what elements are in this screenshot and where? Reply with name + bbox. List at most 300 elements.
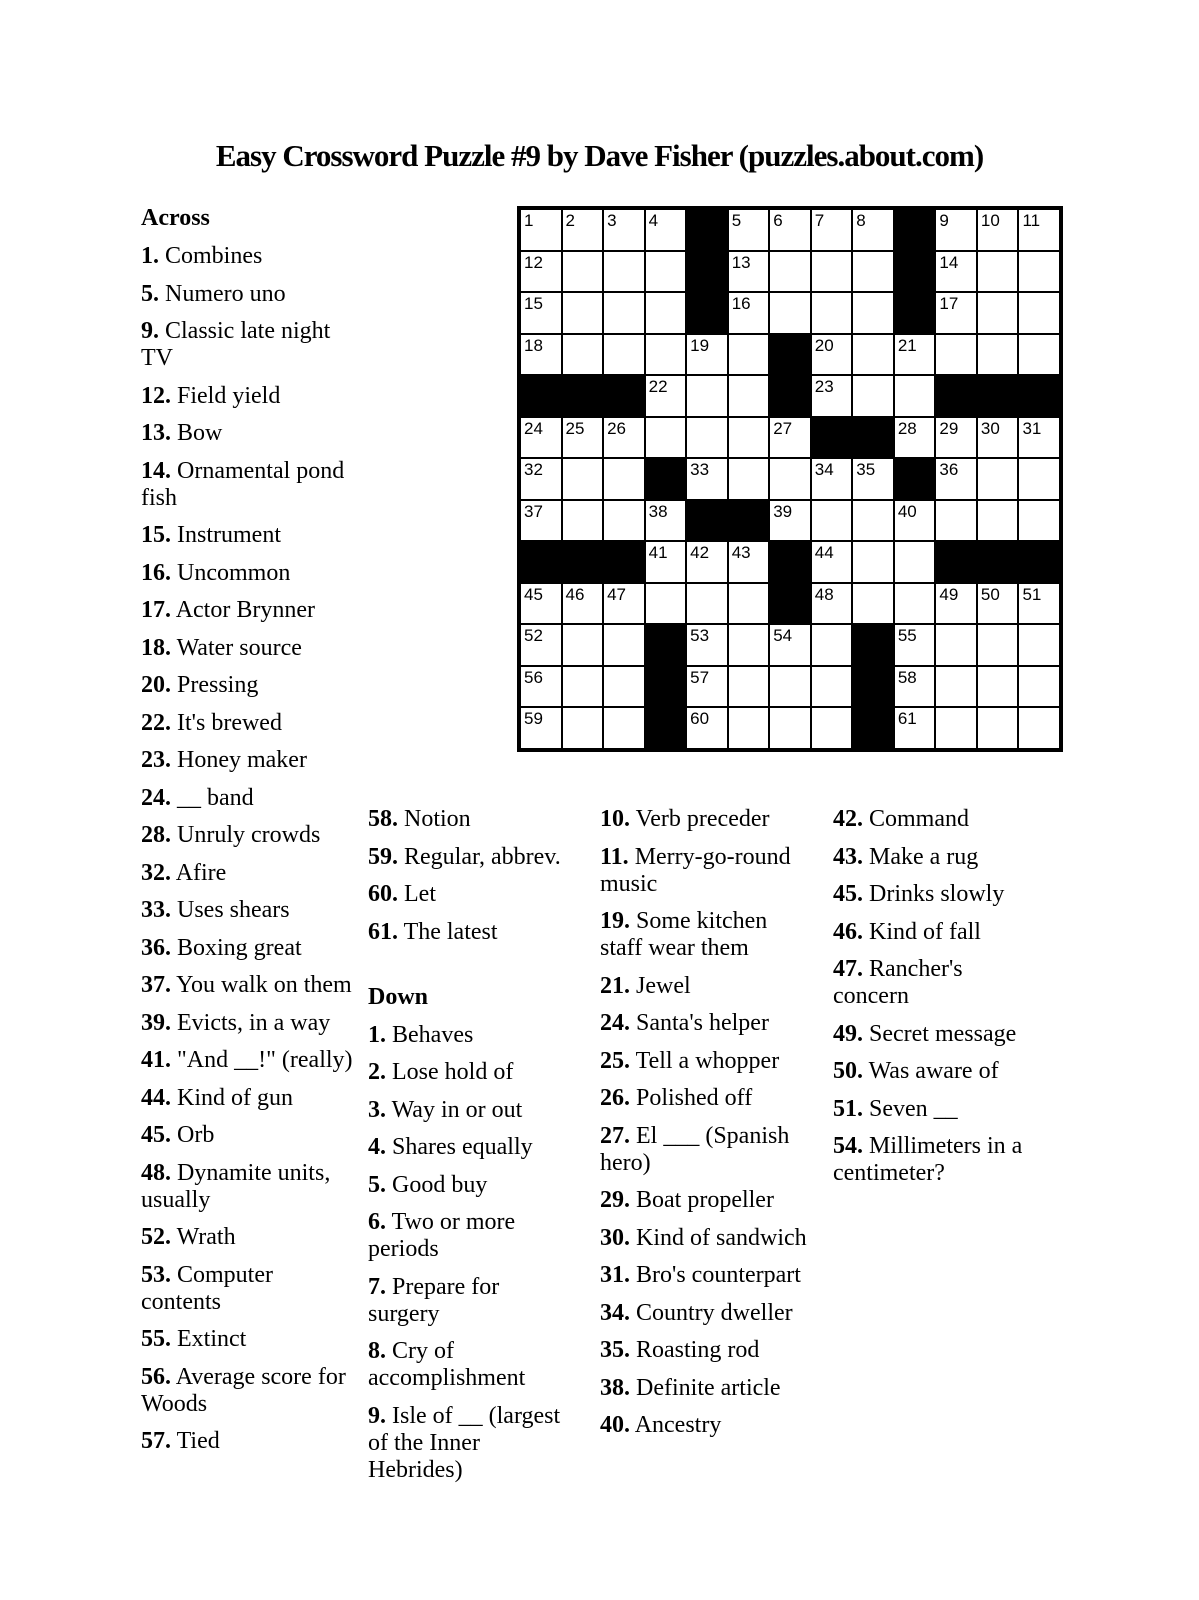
grid-cell[interactable] xyxy=(769,251,811,293)
cell-number: 46 xyxy=(565,584,585,604)
clue-down-35 xyxy=(600,1337,815,1364)
clue-across-15 xyxy=(141,522,356,549)
clue-number: 9. xyxy=(141,318,159,344)
grid-cell[interactable] xyxy=(894,417,936,459)
clue-down-47 xyxy=(833,956,1038,1010)
clue-number: 25. xyxy=(600,1047,630,1074)
grid-cell[interactable] xyxy=(603,251,645,293)
clue-text: __ band xyxy=(177,784,254,811)
clue-text: Combines xyxy=(165,243,263,269)
grid-cell[interactable] xyxy=(728,624,770,666)
clue-number: 14. xyxy=(141,457,171,484)
cell-number: 16 xyxy=(731,294,751,314)
grid-cell[interactable] xyxy=(977,583,1019,625)
clue-across-60 xyxy=(368,881,566,908)
cell-number: 23 xyxy=(814,377,834,397)
grid-cell[interactable] xyxy=(935,334,977,376)
grid-cell[interactable] xyxy=(562,251,604,293)
clue-down-24 xyxy=(600,1010,815,1037)
grid-cell[interactable] xyxy=(977,624,1019,666)
grid-cell[interactable] xyxy=(977,209,1019,251)
clue-number: 21. xyxy=(600,972,630,999)
clue-down-7 xyxy=(368,1274,566,1328)
grid-cell[interactable] xyxy=(811,541,853,583)
clue-number: 35. xyxy=(600,1337,630,1363)
clue-number: 10. xyxy=(600,806,630,832)
grid-cell[interactable] xyxy=(852,251,894,293)
clue-across-5 xyxy=(141,281,356,308)
cell-number: 10 xyxy=(980,211,1000,230)
grid-cell[interactable] xyxy=(728,583,770,625)
black-cell xyxy=(645,707,687,749)
grid-cell[interactable] xyxy=(686,375,728,417)
black-cell xyxy=(894,209,936,251)
grid-cell[interactable] xyxy=(520,624,562,666)
grid-cell[interactable] xyxy=(562,417,604,459)
grid-cell[interactable] xyxy=(520,209,562,251)
black-cell xyxy=(562,375,604,417)
black-cell xyxy=(686,209,728,251)
grid-cell[interactable] xyxy=(686,583,728,625)
grid-cell[interactable] xyxy=(686,707,728,749)
clue-text: Way in or out xyxy=(391,1096,523,1123)
grid-cell[interactable] xyxy=(645,251,687,293)
grid-cell[interactable] xyxy=(769,209,811,251)
grid-cell[interactable] xyxy=(769,500,811,542)
clue-text: Kind of fall xyxy=(869,918,981,945)
grid-cell[interactable] xyxy=(728,292,770,334)
clue-text: "And __!" (really) xyxy=(177,1047,353,1073)
clue-down-9 xyxy=(368,1403,566,1484)
grid-cell[interactable] xyxy=(977,334,1019,376)
grid-cell[interactable] xyxy=(1018,666,1060,708)
clue-across-45 xyxy=(141,1122,356,1149)
grid-cell[interactable] xyxy=(1018,417,1060,459)
cell-number: 11 xyxy=(1022,211,1041,230)
clue-down-3 xyxy=(368,1097,566,1124)
grid-cell[interactable] xyxy=(852,583,894,625)
grid-cell[interactable] xyxy=(977,251,1019,293)
grid-cell[interactable] xyxy=(1018,209,1060,251)
grid-cell[interactable] xyxy=(935,707,977,749)
black-cell xyxy=(852,666,894,708)
grid-cell[interactable] xyxy=(728,209,770,251)
cell-number: 5 xyxy=(731,211,742,230)
grid-cell[interactable] xyxy=(894,334,936,376)
black-cell xyxy=(645,458,687,500)
clue-text: Merry-go-round music xyxy=(600,843,791,897)
clue-text: Notion xyxy=(404,806,471,832)
clue-across-55 xyxy=(141,1326,356,1353)
grid-cell[interactable] xyxy=(811,583,853,625)
clue-across-9 xyxy=(141,318,356,372)
clue-text: Verb preceder xyxy=(635,806,770,832)
grid-cell[interactable] xyxy=(645,417,687,459)
grid-cell[interactable] xyxy=(728,666,770,708)
cell-number: 52 xyxy=(524,626,543,646)
grid-cell[interactable] xyxy=(562,624,604,666)
clue-text: Let xyxy=(404,881,436,907)
grid-cell[interactable] xyxy=(1018,500,1060,542)
cell-number: 28 xyxy=(897,418,917,438)
clue-across-56 xyxy=(141,1364,356,1418)
cell-number: 40 xyxy=(897,501,917,521)
grid-cell[interactable] xyxy=(769,666,811,708)
grid-cell[interactable] xyxy=(728,458,770,500)
clue-number: 55. xyxy=(141,1326,171,1352)
clue-text: Boxing great xyxy=(177,934,302,961)
grid-cell[interactable] xyxy=(1018,583,1060,625)
cell-number: 32 xyxy=(524,460,543,480)
clue-text: Seven __ xyxy=(869,1095,958,1122)
clue-text: Definite article xyxy=(636,1374,781,1401)
grid-cell[interactable] xyxy=(728,251,770,293)
clue-across-12 xyxy=(141,383,356,410)
cell-number: 22 xyxy=(648,377,668,397)
grid-cell[interactable] xyxy=(562,500,604,542)
black-cell xyxy=(520,541,562,583)
clue-number: 29. xyxy=(600,1187,630,1213)
clue-text: Isle of __ (largest of the Inner Hebrides) xyxy=(368,1402,561,1483)
clue-across-22 xyxy=(141,710,356,737)
grid-cell[interactable] xyxy=(935,666,977,708)
cell-number: 38 xyxy=(648,501,668,521)
clue-column-across-end-down-start xyxy=(368,806,566,1494)
black-cell xyxy=(852,707,894,749)
down-header: Down xyxy=(368,983,429,1010)
clue-text: Field yield xyxy=(177,382,281,409)
grid-cell[interactable] xyxy=(645,500,687,542)
grid-cell[interactable] xyxy=(852,375,894,417)
clue-number: 43. xyxy=(833,843,863,870)
cell-number: 37 xyxy=(524,501,543,521)
black-cell xyxy=(935,541,977,583)
grid-cell[interactable] xyxy=(852,458,894,500)
grid-cell[interactable] xyxy=(520,666,562,708)
grid-cell[interactable] xyxy=(686,334,728,376)
clue-number: 52. xyxy=(141,1224,171,1250)
clue-number: 46. xyxy=(833,918,863,945)
grid-cell[interactable] xyxy=(811,292,853,334)
cell-number: 26 xyxy=(607,418,626,438)
clue-number: 4. xyxy=(368,1134,386,1160)
clue-across-18 xyxy=(141,635,356,662)
grid-cell[interactable] xyxy=(894,666,936,708)
clue-across-39 xyxy=(141,1010,356,1037)
page-title: Easy Crossword Puzzle #9 by Dave Fisher (puzzles.about.com) xyxy=(215,138,984,173)
black-cell xyxy=(894,458,936,500)
grid-cell[interactable] xyxy=(811,458,853,500)
grid-cell[interactable] xyxy=(1018,292,1060,334)
grid-cell[interactable] xyxy=(852,541,894,583)
grid-cell[interactable] xyxy=(520,500,562,542)
grid-cell[interactable] xyxy=(977,417,1019,459)
clue-across-16 xyxy=(141,560,356,587)
clue-text: Uses shears xyxy=(177,897,290,923)
grid-cell[interactable] xyxy=(603,292,645,334)
grid-cell[interactable] xyxy=(935,417,977,459)
black-cell xyxy=(562,541,604,583)
grid-cell[interactable] xyxy=(935,500,977,542)
clue-number: 33. xyxy=(141,897,171,923)
grid-cell[interactable] xyxy=(686,417,728,459)
grid-cell[interactable] xyxy=(811,209,853,251)
clue-number: 49. xyxy=(833,1020,863,1047)
clue-across-33 xyxy=(141,897,356,924)
cell-number: 9 xyxy=(939,211,949,230)
clue-number: 41. xyxy=(141,1047,171,1073)
grid-cell[interactable] xyxy=(811,375,853,417)
grid-cell[interactable] xyxy=(603,417,645,459)
clue-number: 57. xyxy=(141,1428,171,1454)
grid-cell[interactable] xyxy=(1018,707,1060,749)
grid-cell[interactable] xyxy=(769,458,811,500)
grid-cell[interactable] xyxy=(645,583,687,625)
grid-cell[interactable] xyxy=(645,209,687,251)
grid-cell[interactable] xyxy=(686,541,728,583)
clue-down-29 xyxy=(600,1187,815,1214)
grid-cell[interactable] xyxy=(977,707,1019,749)
cell-number: 54 xyxy=(773,626,793,646)
clue-text: Behaves xyxy=(392,1021,474,1048)
grid-cell[interactable] xyxy=(769,292,811,334)
clue-text: Pressing xyxy=(177,672,259,698)
cell-number: 29 xyxy=(939,418,959,438)
clue-down-49 xyxy=(833,1021,1038,1048)
grid-cell[interactable] xyxy=(603,500,645,542)
grid-cell[interactable] xyxy=(728,334,770,376)
grid-cell[interactable] xyxy=(728,541,770,583)
grid-cell[interactable] xyxy=(935,209,977,251)
clue-across-41 xyxy=(141,1047,356,1074)
clue-number: 61. xyxy=(368,918,398,945)
grid-cell[interactable] xyxy=(811,624,853,666)
cell-number: 57 xyxy=(690,667,710,687)
cell-number: 27 xyxy=(773,418,793,438)
black-cell xyxy=(852,417,894,459)
clue-number: 23. xyxy=(141,747,171,773)
clue-down-40 xyxy=(600,1412,815,1439)
grid-cell[interactable] xyxy=(894,707,936,749)
clue-text: Lose hold of xyxy=(392,1059,514,1085)
clue-number: 7. xyxy=(368,1273,386,1300)
grid-cell[interactable] xyxy=(686,458,728,500)
clue-across-23 xyxy=(141,747,356,774)
cell-number: 33 xyxy=(690,460,710,480)
clue-number: 17. xyxy=(141,597,171,623)
grid-cell[interactable] xyxy=(603,458,645,500)
clue-down-45 xyxy=(833,881,1038,908)
clue-across-1 xyxy=(141,243,356,270)
clue-text: Ancestry xyxy=(634,1412,722,1438)
clue-text: Water source xyxy=(176,634,302,661)
grid-cell[interactable] xyxy=(562,334,604,376)
grid-cell[interactable] xyxy=(603,624,645,666)
grid-cell[interactable] xyxy=(645,541,687,583)
cell-number: 30 xyxy=(980,418,1000,438)
grid-cell[interactable] xyxy=(935,458,977,500)
grid-cell[interactable] xyxy=(728,375,770,417)
clue-text: El ___ (Spanish hero) xyxy=(600,1122,790,1176)
grid-cell[interactable] xyxy=(520,417,562,459)
crossword-grid xyxy=(517,206,1063,752)
cell-number: 42 xyxy=(690,543,710,563)
grid-cell[interactable] xyxy=(935,292,977,334)
clue-down-51 xyxy=(833,1096,1038,1123)
grid-cell[interactable] xyxy=(852,334,894,376)
cell-number: 59 xyxy=(524,709,543,729)
clue-text: Jewel xyxy=(636,972,691,999)
clue-down-31 xyxy=(600,1262,815,1289)
clue-text: Regular, abbrev. xyxy=(404,843,561,870)
grid-cell[interactable] xyxy=(603,707,645,749)
grid-cell[interactable] xyxy=(520,334,562,376)
grid-cell[interactable] xyxy=(894,500,936,542)
clue-text: Some kitchen staff wear them xyxy=(600,908,768,961)
black-cell xyxy=(520,375,562,417)
grid-cell[interactable] xyxy=(520,707,562,749)
clue-number: 60. xyxy=(368,881,398,907)
clue-text: Uncommon xyxy=(177,559,291,586)
grid-cell[interactable] xyxy=(811,334,853,376)
black-cell xyxy=(645,666,687,708)
cell-number: 7 xyxy=(814,211,825,230)
clue-text: Two or more periods xyxy=(368,1209,516,1262)
grid-cell[interactable] xyxy=(935,251,977,293)
clue-down-54 xyxy=(833,1133,1038,1187)
grid-cell[interactable] xyxy=(811,666,853,708)
grid-cell[interactable] xyxy=(562,666,604,708)
clue-number: 45. xyxy=(833,881,863,907)
grid-cell[interactable] xyxy=(645,292,687,334)
clue-text: Bow xyxy=(177,420,223,446)
clue-number: 9. xyxy=(368,1402,386,1429)
black-cell xyxy=(603,375,645,417)
clue-text: Country dweller xyxy=(636,1299,793,1326)
grid-cell[interactable] xyxy=(894,624,936,666)
clue-text: Classic late night TV xyxy=(141,318,331,371)
grid-cell[interactable] xyxy=(769,707,811,749)
grid-cell[interactable] xyxy=(977,500,1019,542)
cell-number: 48 xyxy=(814,584,834,604)
clue-text: Actor Brynner xyxy=(175,597,315,623)
grid-cell[interactable] xyxy=(852,209,894,251)
cell-number: 45 xyxy=(524,584,543,604)
grid-cell[interactable] xyxy=(811,500,853,542)
grid-cell[interactable] xyxy=(811,707,853,749)
grid-cell[interactable] xyxy=(520,583,562,625)
clue-number: 27. xyxy=(600,1122,630,1149)
clue-down-26 xyxy=(600,1085,815,1112)
clue-text: Command xyxy=(869,806,969,832)
clue-text: Kind of gun xyxy=(177,1084,293,1111)
grid-cell[interactable] xyxy=(562,458,604,500)
grid-cell[interactable] xyxy=(603,209,645,251)
grid-cell[interactable] xyxy=(520,292,562,334)
cell-number: 60 xyxy=(690,709,710,729)
grid-cell[interactable] xyxy=(1018,624,1060,666)
grid-cell[interactable] xyxy=(562,583,604,625)
grid-cell[interactable] xyxy=(977,458,1019,500)
black-cell xyxy=(686,251,728,293)
clue-text: Drinks slowly xyxy=(869,881,1005,907)
grid-cell[interactable] xyxy=(769,417,811,459)
clue-across-53 xyxy=(141,1262,356,1316)
grid-cell[interactable] xyxy=(686,624,728,666)
grid-cell[interactable] xyxy=(935,624,977,666)
grid-cell[interactable] xyxy=(728,707,770,749)
grid-cell[interactable] xyxy=(894,375,936,417)
clue-number: 50. xyxy=(833,1058,863,1084)
cell-number: 39 xyxy=(773,501,793,521)
grid-cell[interactable] xyxy=(562,209,604,251)
grid-cell[interactable] xyxy=(852,292,894,334)
clue-across-52 xyxy=(141,1224,356,1251)
cell-number: 1 xyxy=(524,211,534,230)
cell-number: 61 xyxy=(897,709,917,729)
grid-cell[interactable] xyxy=(645,334,687,376)
grid-cell[interactable] xyxy=(520,251,562,293)
cell-number: 25 xyxy=(565,418,585,438)
clue-number: 54. xyxy=(833,1133,863,1159)
grid-cell[interactable] xyxy=(728,417,770,459)
grid-cell[interactable] xyxy=(1018,334,1060,376)
grid-cell[interactable] xyxy=(520,458,562,500)
cell-number: 41 xyxy=(648,543,668,563)
cell-number: 55 xyxy=(897,626,917,646)
grid-cell[interactable] xyxy=(894,541,936,583)
grid-cell[interactable] xyxy=(603,334,645,376)
grid-cell[interactable] xyxy=(645,375,687,417)
cell-number: 35 xyxy=(856,460,876,480)
black-cell xyxy=(686,500,728,542)
clue-number: 34. xyxy=(600,1299,630,1326)
grid-cell[interactable] xyxy=(977,292,1019,334)
black-cell xyxy=(1018,375,1060,417)
cell-number: 17 xyxy=(939,294,959,314)
grid-cell[interactable] xyxy=(562,292,604,334)
clue-number: 48. xyxy=(141,1159,171,1186)
grid-cell[interactable] xyxy=(1018,251,1060,293)
cell-number: 6 xyxy=(773,211,783,230)
grid-cell[interactable] xyxy=(1018,458,1060,500)
clue-text: Was aware of xyxy=(868,1058,999,1084)
cell-number: 34 xyxy=(814,460,834,480)
grid-cell[interactable] xyxy=(603,583,645,625)
grid-cell[interactable] xyxy=(894,583,936,625)
black-cell xyxy=(603,541,645,583)
grid-cell[interactable] xyxy=(769,624,811,666)
grid-cell[interactable] xyxy=(686,666,728,708)
grid-cell[interactable] xyxy=(977,666,1019,708)
grid-cell[interactable] xyxy=(811,251,853,293)
clue-number: 6. xyxy=(368,1209,386,1235)
grid-cell[interactable] xyxy=(562,707,604,749)
clue-number: 39. xyxy=(141,1009,171,1036)
clue-across-17 xyxy=(141,597,356,624)
grid-cell[interactable] xyxy=(935,583,977,625)
clue-number: 45. xyxy=(141,1122,171,1148)
clue-text: Secret message xyxy=(869,1020,1017,1047)
cell-number: 58 xyxy=(897,667,917,687)
clue-down-34 xyxy=(600,1300,815,1327)
grid-cell[interactable] xyxy=(603,666,645,708)
cell-number: 12 xyxy=(524,252,543,272)
clue-across-20 xyxy=(141,672,356,699)
clue-number: 16. xyxy=(141,559,171,586)
grid-cell[interactable] xyxy=(852,500,894,542)
black-cell xyxy=(769,541,811,583)
